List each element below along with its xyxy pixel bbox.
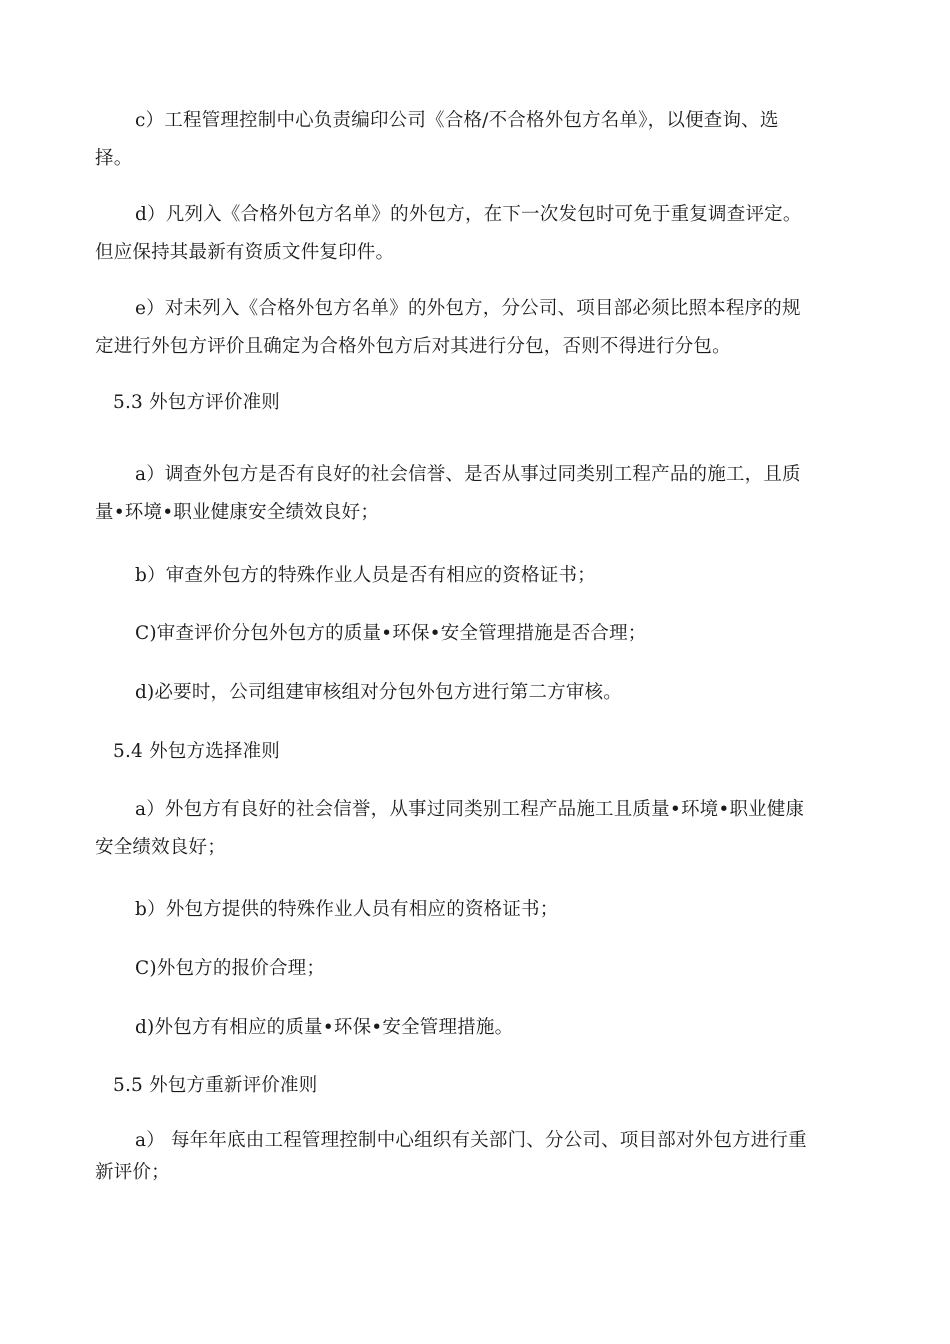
text-line: 量•环境•职业健康安全绩效良好； xyxy=(95,502,380,523)
paragraph-5-3-d xyxy=(95,674,860,712)
heading-text: 5.3 外包方评价准则 xyxy=(113,392,281,413)
text-line: 定进行外包方评价且确定为合格外包方后对其进行分包，否则不得进行分包。 xyxy=(95,336,731,357)
paragraph-c-list-compilation xyxy=(95,102,860,178)
text-line: d）凡列入《合格外包方名单》的外包方，在下一次发包时可免于重复调查评定。 xyxy=(135,204,802,225)
paragraph-e-unlisted-evaluation xyxy=(95,290,860,366)
heading-text: 5.4 外包方选择准则 xyxy=(113,741,281,762)
text-line: C)审查评价分包外包方的质量•环保•安全管理措施是否合理； xyxy=(135,623,647,644)
paragraph-5-4-a xyxy=(95,791,860,867)
text-line: c）工程管理控制中心负责编印公司《合格/不合格外包方名单》，以便查询、选 xyxy=(135,110,779,131)
heading-text: 5.5 外包方重新评价准则 xyxy=(113,1075,318,1096)
paragraph-d-listed-exemption xyxy=(95,196,860,272)
text-line: e）对未列入《合格外包方名单》的外包方，分公司、项目部必须比照本程序的规 xyxy=(135,298,801,319)
text-line: 但应保持其最新有资质文件复印件。 xyxy=(95,242,395,263)
text-line: d)外包方有相应的质量•环保•安全管理措施。 xyxy=(135,1017,514,1038)
text-line: a） 每年年底由工程管理控制中心组织有关部门、分公司、项目部对外包方进行重 xyxy=(135,1130,807,1151)
text-line: 安全绩效良好； xyxy=(95,837,226,858)
text-line: b）外包方提供的特殊作业人员有相应的资格证书； xyxy=(135,899,559,920)
paragraph-5-3-c xyxy=(95,615,860,653)
paragraph-5-5-a xyxy=(95,1125,860,1189)
paragraph-5-4-c xyxy=(95,950,860,988)
text-line: C)外包方的报价合理； xyxy=(135,958,326,979)
paragraph-5-3-b xyxy=(95,557,860,595)
text-line: 择。 xyxy=(95,148,133,169)
paragraph-5-4-b xyxy=(95,891,860,929)
text-line: d)必要时，公司组建审核组对分包外包方进行第二方审核。 xyxy=(135,682,622,703)
section-heading-5-4 xyxy=(95,733,860,771)
paragraph-5-4-d xyxy=(95,1009,860,1047)
text-line: a）调查外包方是否有良好的社会信誉、是否从事过同类别工程产品的施工，且质 xyxy=(135,464,801,485)
text-line: a）外包方有良好的社会信誉，从事过同类别工程产品施工且质量•环境•职业健康 xyxy=(135,799,805,820)
section-heading-5-3 xyxy=(95,384,860,422)
text-line: b）审查外包方的特殊作业人员是否有相应的资格证书； xyxy=(135,565,596,586)
section-heading-5-5 xyxy=(95,1067,860,1105)
paragraph-5-3-a xyxy=(95,456,860,532)
text-line: 新评价； xyxy=(95,1162,170,1183)
